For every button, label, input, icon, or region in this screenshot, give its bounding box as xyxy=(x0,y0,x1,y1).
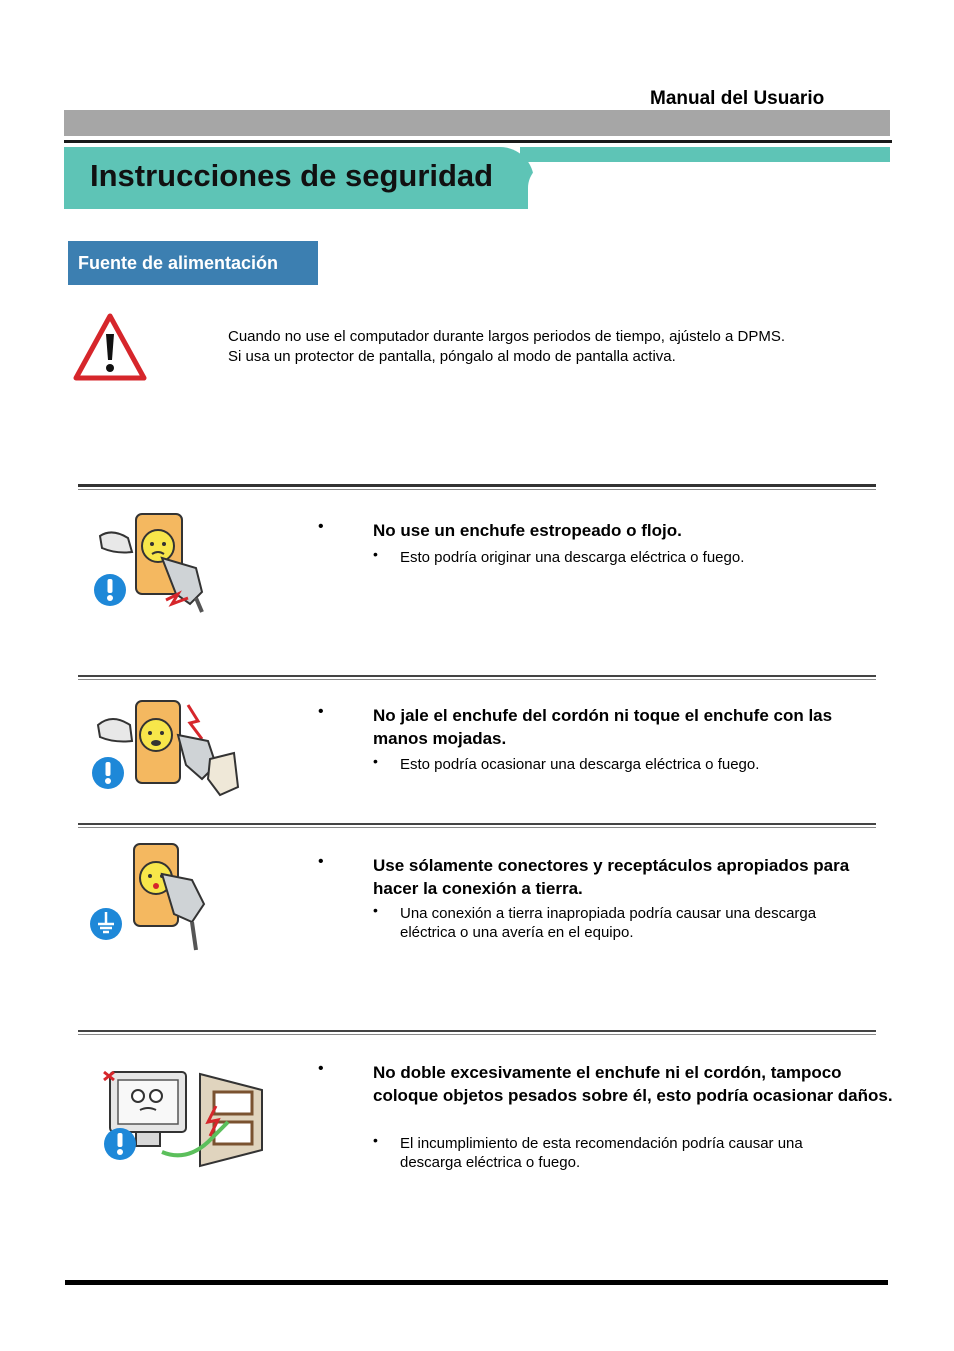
separator xyxy=(78,823,876,828)
item-title: No use un enchufe estropeado o flojo. xyxy=(373,521,682,540)
bullet: • xyxy=(318,853,324,870)
footer-divider xyxy=(65,1280,888,1285)
separator xyxy=(78,484,876,490)
item-detail: Esto podría originar una descarga eléctrica o fuego. xyxy=(400,549,745,566)
intro-line-1: Cuando no use el computador durante largos periodos de tiempo, ajústelo a DPMS. xyxy=(228,328,785,345)
item-detail: El incumplimiento de esta recomendación podría causar una descarga eléctrica o fuego. xyxy=(400,1135,803,1171)
bullet: • xyxy=(318,1060,324,1077)
teal-notch xyxy=(528,162,890,210)
header-gray-band xyxy=(64,110,890,136)
grounded-plug-illustration xyxy=(88,838,214,956)
sub-bullet: • xyxy=(373,1132,378,1148)
item-detail: Una conexión a tierra inapropiada podría causar una descarga eléctrica o una avería en el equipo. xyxy=(400,905,817,941)
damaged-plug-illustration xyxy=(92,508,220,618)
sub-bullet: • xyxy=(373,546,378,562)
bullet: • xyxy=(318,703,324,720)
warning-triangle-icon xyxy=(72,312,148,382)
subsection-header xyxy=(68,241,318,285)
manual-title: Manual del Usuario xyxy=(650,88,825,109)
item-title: No jale el enchufe del cordón ni toque el enchufe con las manos mojadas. xyxy=(373,706,833,748)
sub-bullet: • xyxy=(373,902,378,918)
subsection-label: Fuente de alimentación xyxy=(78,252,279,273)
page-title: Instrucciones de seguridad xyxy=(90,158,494,193)
wet-hands-plug-illustration xyxy=(92,695,242,803)
sub-bullet: • xyxy=(373,753,378,769)
teal-strip xyxy=(520,147,890,162)
separator xyxy=(78,1030,876,1035)
intro-line-2: Si usa un protector de pantalla, póngalo al modo de pantalla activa. xyxy=(228,348,676,365)
separator xyxy=(78,675,876,680)
intro-text xyxy=(228,327,785,367)
item-detail: Esto podría ocasionar una descarga eléctrica o fuego. xyxy=(400,756,760,773)
bullet: • xyxy=(318,518,324,535)
header-divider xyxy=(64,140,892,143)
item-title: Use sólamente conectores y receptáculos apropiados para hacer la conexión a tierra. xyxy=(373,856,850,898)
cord-damage-illustration xyxy=(96,1066,266,1172)
item-title: No doble excesivamente el enchufe ni el cordón, tampoco coloque objetos pesados sobre él, esto podría ocasionar daños. xyxy=(373,1063,893,1105)
